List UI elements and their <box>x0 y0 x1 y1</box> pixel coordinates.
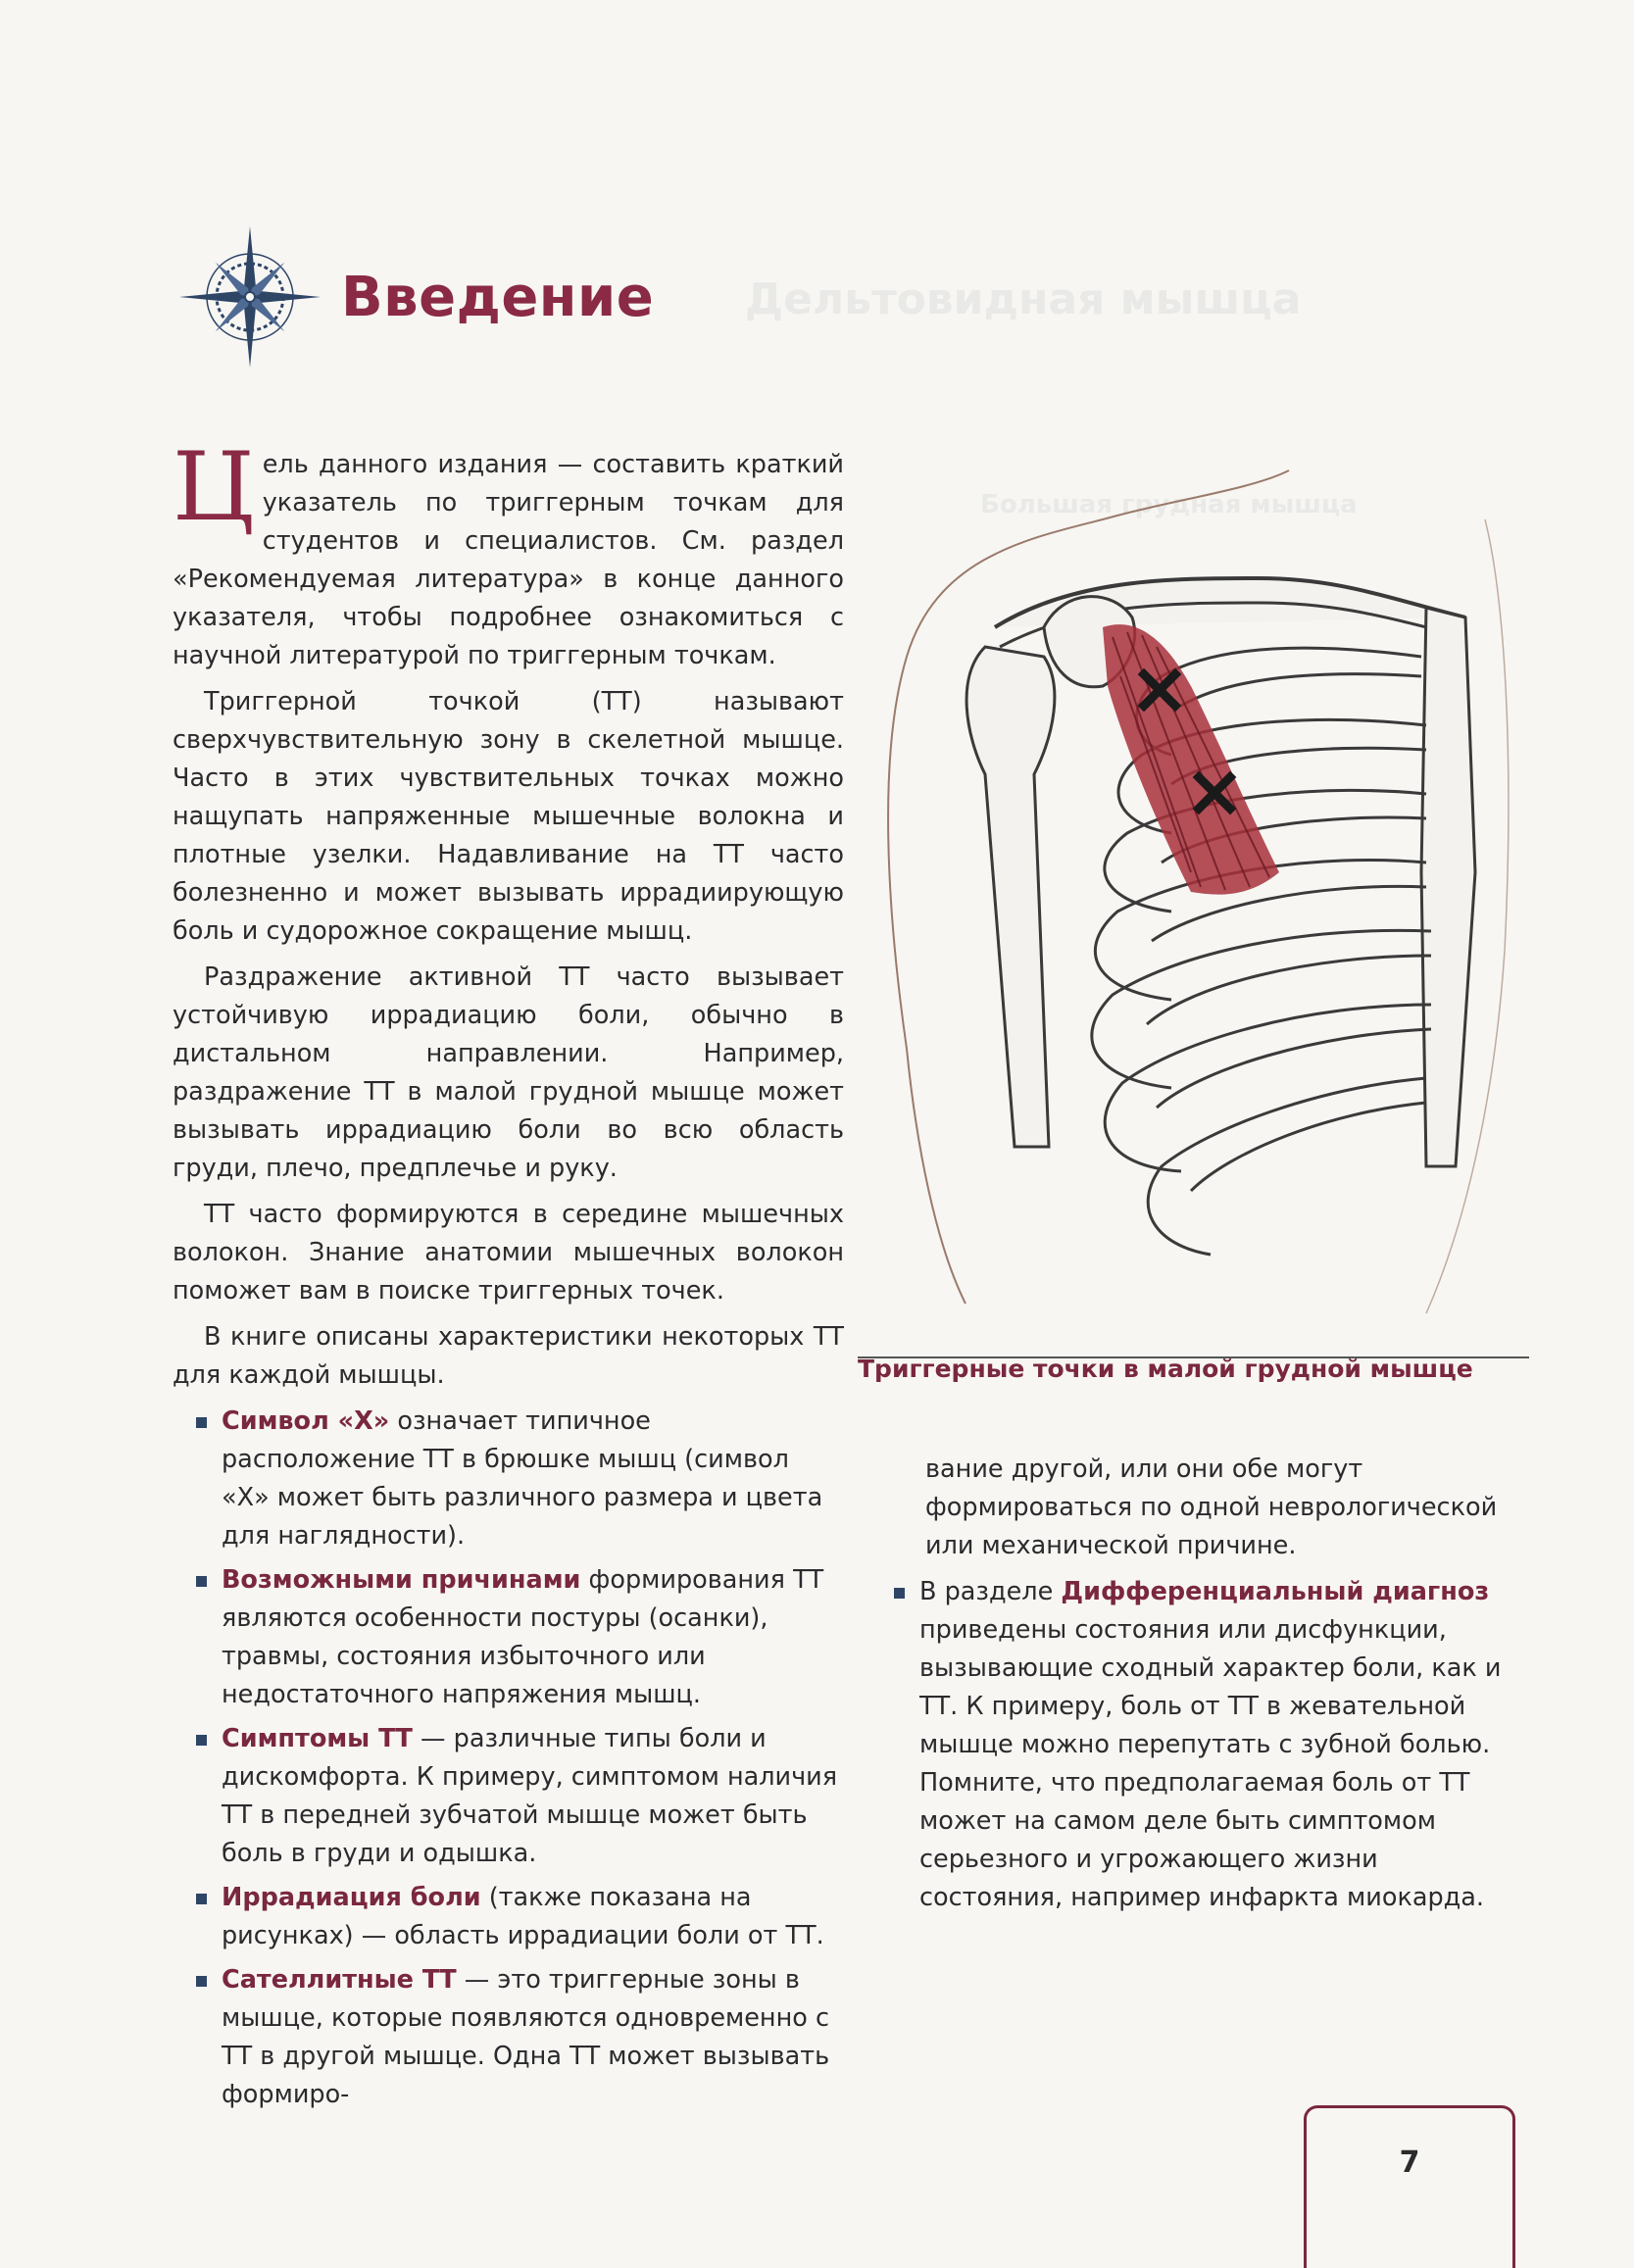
pectoralis-minor-figure <box>877 461 1544 1323</box>
continuation-paragraph: вание другой, или они обе могут формироваться по одной неврологической или механической причине. <box>925 1454 1498 1560</box>
chapter-header <box>176 223 654 370</box>
paragraph-irradiation: Раздражение активной ТТ часто вызывает устойчивую иррадиацию боли, обычно в дистальном направлении. Например, раздражение ТТ в малой грудной мышце может вызывать иррадиацию боли во всю область груди, плечо, предплечье и руку. <box>173 962 844 1183</box>
list-item: Символ «Х» означает типичное расположение ТТ в брюшке мышц (символ «Х» может быть различного размера и цвета для наглядности). <box>173 1403 844 1555</box>
right-column <box>894 1451 1527 1923</box>
humerus <box>966 647 1055 1147</box>
page-number-tab <box>1304 2105 1515 2268</box>
list-item: Иррадиация боли (также показана на рисунках) — область иррадиации боли от ТТ. <box>173 1879 844 1955</box>
paragraph-definition: Триггерной точкой (ТТ) называют сверхчувствительную зону в скелетной мышце. Часто в этих чувствительных точках можно нащупать напряженные мышечные волокна и плотные узелки. Надавливание на ТТ часто болезненно и может вызывать иррадиирующую боль и судорожное сокращение мышц. <box>173 687 844 946</box>
bleed-through-subheading: Большая грудная мышца <box>980 490 1358 519</box>
pectoralis-minor-muscle <box>1103 624 1279 895</box>
figure-caption: Триггерные точки в малой грудной мышце <box>858 1355 1473 1383</box>
list-item: Сателлитные ТТ — это триггерные зоны в мышце, которые появляются одновременно с ТТ в другой мышце. Одна ТТ может вызывать формиро- <box>173 1961 844 2114</box>
bleed-through-heading: Дельтовидная мышца <box>745 274 1302 324</box>
list-item: Возможными причинами формирования ТТ являются особенности постуры (осанки), травмы, состояния избыточного или недостаточного напряжения мышц. <box>173 1561 844 1714</box>
drop-cap: Ц <box>173 432 255 542</box>
intro-paragraph <box>173 432 844 675</box>
paragraph-characteristics: В книге описаны характеристики некоторых ТТ для каждой мышцы. <box>173 1322 844 1390</box>
list-item: В разделе Дифференциальный диагноз приведены состояния или дисфункции, вызывающие сходный характер боли, как и ТТ. К примеру, боль от ТТ в жевательной мышце можно перепутать с зубной болью. Помните, что предполагаемая боль от ТТ может на самом деле быть симптомом серьезного и угрожающего жизни состояния, например инфаркта миокарда. <box>894 1573 1527 1917</box>
list-item: Симптомы ТТ — различные типы боли и дискомфорта. К примеру, симптомом наличия ТТ в передней зубчатой мышце может быть боль в груди и одышка. <box>173 1720 844 1873</box>
characteristics-list <box>173 1403 844 2114</box>
page-title: Введение <box>341 265 655 329</box>
sternum <box>1421 608 1475 1166</box>
page-number: 7 <box>1399 2145 1420 2180</box>
anatomy-illustration <box>877 461 1544 1323</box>
intro-text: ель данного издания — составить краткий указатель по триггерным точкам для студентов и специалистов. См. раздел «Рекомендуемая литература» в конце данного указателя, чтобы подробнее ознакомиться с научной литературой по триггерным точкам. <box>173 450 844 670</box>
right-list <box>894 1573 1527 1917</box>
left-column <box>173 432 844 2120</box>
paragraph-fibers: ТТ часто формируются в середине мышечных волокон. Знание анатомии мышечных волокон поможет вам в поиске триггерных точек. <box>173 1200 844 1306</box>
compass-rose-icon <box>176 223 323 370</box>
